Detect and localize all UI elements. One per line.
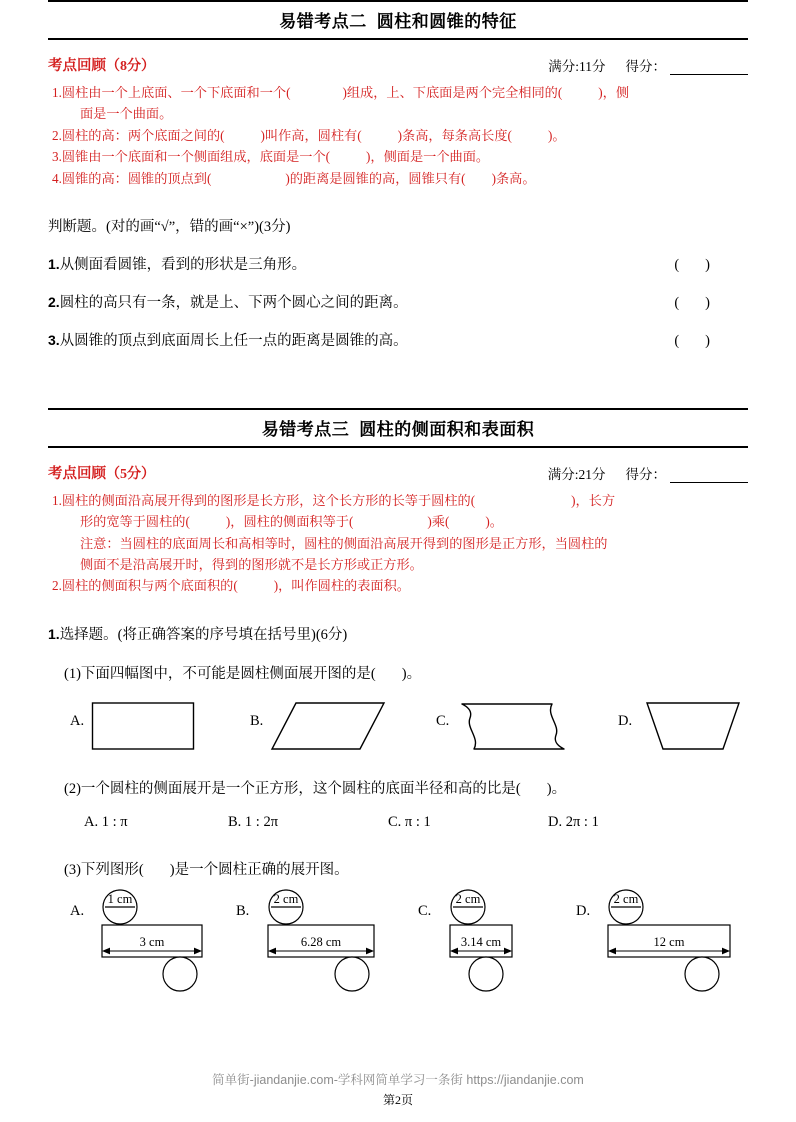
tf-text-3: 从圆锥的顶点到底面周长上任一点的距离是圆锥的高。 <box>59 332 408 349</box>
tf-num-3: 3. <box>48 331 60 348</box>
tf-answer-paren-2[interactable] <box>674 295 748 312</box>
review-bar-3 <box>48 462 748 483</box>
question-1-options <box>48 697 748 759</box>
question-2-option-b[interactable]: B. 1 : 2π <box>228 813 279 830</box>
recall-text-2-3b: )，侧面是一个曲面。 <box>366 149 490 165</box>
recall-text-3-1b: )，长方 <box>571 492 616 508</box>
paren-open: ( <box>674 294 680 311</box>
score-label-2: 得分： <box>625 59 666 74</box>
question-2-option-a[interactable]: A. 1 : π <box>84 813 128 830</box>
parallelogram-shape-icon <box>270 697 386 755</box>
recall-text-3-2b: )，圆柱的侧面积等于( <box>225 514 354 530</box>
section-title-2-main: 圆柱和圆锥的特征 <box>376 12 517 31</box>
question-1-option-c[interactable] <box>436 697 568 755</box>
section-header-2 <box>48 0 748 40</box>
cylinder-net-b-icon <box>258 889 418 993</box>
review-bar-2 <box>48 54 748 75</box>
recall-line-2-3 <box>48 146 748 167</box>
question-3-option-c[interactable] <box>418 889 570 993</box>
section-title-2 <box>279 12 517 31</box>
score-blank-2[interactable] <box>670 61 748 75</box>
recall-text-2-2a: 圆柱的高：两个底面之间的( <box>61 127 225 143</box>
score-blank-3[interactable] <box>670 469 748 483</box>
choice-head-num: 1. <box>48 625 60 642</box>
recall-line-2-1cont: 面是一个曲面。 <box>80 106 173 122</box>
recall-text-2-4a: 圆锥的高：圆锥的顶点到( <box>61 170 212 186</box>
recall-text-2-4b: )的距离是圆锥的高，圆锥只有( <box>285 170 466 186</box>
paren-close: ) <box>705 294 710 311</box>
full-score-2: 满分:11分 <box>548 59 606 74</box>
tf-answer-paren-3[interactable] <box>674 333 748 350</box>
full-score-3: 满分:21分 <box>547 466 606 482</box>
recall-num-2-4: 4. <box>52 170 62 186</box>
review-label-3 <box>48 462 155 483</box>
recall-text-2-1b: )组成，上、下底面是两个完全相同的( <box>342 85 563 100</box>
wavy-shape-icon <box>456 697 568 755</box>
section-title-3-main: 圆柱的侧面积和表面积 <box>359 419 535 439</box>
rectangle-shape-icon <box>91 697 197 755</box>
recall-text-2-4c: )条高。 <box>491 170 536 186</box>
recall-num-3-1: 1. <box>52 492 62 508</box>
recall-line-2-1 <box>48 82 748 103</box>
question-3-stem-pre: (3)下列图形( <box>64 861 144 878</box>
recall-num-2-1: 1. <box>52 85 62 100</box>
tf-num-1: 1. <box>48 255 60 272</box>
recall-block-2 <box>48 82 748 189</box>
recall-num-2-3: 3. <box>52 149 62 165</box>
question-3-option-d[interactable] <box>576 889 768 993</box>
question-2-option-c[interactable]: C. π : 1 <box>388 813 431 830</box>
recall-text-3-1a: 圆柱的侧面沿高展开得到的图形是长方形，这个长方形的长等于圆柱的( <box>61 492 476 508</box>
choice-head-text: 选择题。(将正确答案的序号填在括号里)(6分) <box>59 626 348 643</box>
recall-note-3-line2: 侧面不是沿高展开时，得到的图形就不是长方形或正方形。 <box>80 557 423 572</box>
score-label-3: 得分： <box>625 466 666 482</box>
tf-answer-paren-1[interactable] <box>674 257 748 274</box>
option-label-c: C. <box>436 712 450 729</box>
option-label-d: D. <box>576 902 591 919</box>
review-points-3: （5分） <box>106 466 155 482</box>
question-1-stem-post: )。 <box>401 665 422 682</box>
question-2-stem-pre: (2)一个圆柱的侧面展开是一个正方形，这个圆柱的底面半径和高的比是( <box>64 780 521 797</box>
question-1-option-d[interactable] <box>618 697 743 755</box>
question-2-options <box>48 814 748 840</box>
rect-dim-label-b: 6.28 cm <box>300 934 342 949</box>
tf-text-2: 圆柱的高只有一条，就是上、下两个圆心之间的距离。 <box>59 294 408 311</box>
option-label-b: B. <box>236 902 250 919</box>
question-1-stem <box>48 662 748 683</box>
trapezoid-shape-icon <box>639 697 743 755</box>
question-3-stem-post: )是一个圆柱正确的展开图。 <box>169 861 349 878</box>
recall-line-3-1cont <box>48 511 748 532</box>
choice-section-heading <box>48 623 748 644</box>
section-title-2-prefix: 易错考点二 <box>279 12 367 31</box>
recall-line-3-1 <box>48 490 748 511</box>
question-1-stem-pre: (1)下面四幅图中，不可能是圆柱侧面展开图的是( <box>64 665 376 682</box>
recall-num-3-2: 2. <box>52 578 62 594</box>
recall-text-2-1c: )，侧 <box>598 85 630 100</box>
recall-line-3-2 <box>48 575 748 596</box>
recall-text-2-2c: )条高，每条高长度( <box>397 127 512 143</box>
recall-text-3-2d: )。 <box>485 514 503 530</box>
recall-block-3 <box>48 490 748 597</box>
recall-num-2-2: 2. <box>52 127 62 143</box>
circle-dim-label-a: 1 cm <box>107 891 133 906</box>
rect-dim-label-d: 12 cm <box>653 934 685 949</box>
tf-item-3 <box>48 329 748 350</box>
recall-text-3-2a: 形的宽等于圆柱的( <box>80 514 190 530</box>
paren-close: ) <box>705 332 710 349</box>
cylinder-net-a-icon <box>92 889 242 993</box>
recall-line-2-4 <box>48 168 748 189</box>
question-1-option-a[interactable] <box>70 697 197 755</box>
recall-text-3-3b: )，叫作圆柱的表面积。 <box>273 578 410 594</box>
cylinder-net-d-icon <box>598 889 768 993</box>
tf-num-2: 2. <box>48 293 60 310</box>
section-title-3-prefix: 易错考点三 <box>261 419 350 439</box>
paren-open: ( <box>674 332 680 349</box>
rect-dim-label-a: 3 cm <box>139 934 165 949</box>
tf-intro: 判断题。(对的画“√”，错的画“×”)(3分) <box>48 218 291 235</box>
recall-text-3-3a: 圆柱的侧面积与两个底面积的( <box>61 578 238 594</box>
tf-text-1: 从侧面看圆锥，看到的形状是三角形。 <box>59 256 307 273</box>
rect-dim-label-c: 3.14 cm <box>460 934 502 949</box>
circle-dim-label-b: 2 cm <box>273 891 299 906</box>
option-label-a: A. <box>70 712 85 729</box>
recall-text-2-2b: )叫作高，圆柱有( <box>260 127 362 143</box>
paren-close: ) <box>705 256 710 273</box>
recall-text-3-2c: )乘( <box>427 514 450 530</box>
review-label-2-text: 考点回顾 <box>48 58 106 74</box>
circle-dim-label-c: 2 cm <box>455 891 481 906</box>
tf-item-1 <box>48 253 748 274</box>
question-2-stem <box>48 777 748 798</box>
score-row-2 <box>548 55 748 75</box>
review-label-3-text: 考点回顾 <box>48 465 106 482</box>
recall-line-2-2 <box>48 125 748 146</box>
tf-item-2 <box>48 291 748 312</box>
recall-note-3-line1: 注意：当圆柱的底面周长和高相等时，圆柱的侧面沿高展开得到的图形是正方形，当圆柱的 <box>80 535 608 551</box>
page-number: 第2页 <box>382 1093 413 1107</box>
section-title-3 <box>262 420 535 439</box>
score-row-3 <box>548 463 748 483</box>
recall-text-2-1a: 圆柱由一个上底面、一个下底面和一个( <box>61 85 291 100</box>
question-2-option-d[interactable]: D. 2π : 1 <box>548 813 599 830</box>
review-points-2: （8分） <box>106 59 155 74</box>
question-2-stem-post: )。 <box>546 780 567 797</box>
option-label-b: B. <box>250 712 264 729</box>
question-1-option-b[interactable] <box>250 697 386 755</box>
option-label-d: D. <box>618 712 633 729</box>
circle-dim-label-d: 2 cm <box>613 891 639 906</box>
paren-open: ( <box>674 256 680 273</box>
watermark-footer: 简单街-jiandanjie.com-学科网简单学习一条街 https://jiandanjie.com <box>212 1073 584 1087</box>
recall-text-2-3a: 圆锥由一个底面和一个侧面组成，底面是一个( <box>61 149 331 165</box>
option-label-a: A. <box>70 902 85 919</box>
question-3-option-b[interactable] <box>236 889 418 993</box>
review-label-2 <box>48 54 155 75</box>
recall-text-2-2d: )。 <box>547 127 566 143</box>
cylinder-net-c-icon <box>440 889 570 993</box>
question-3-option-a[interactable] <box>70 889 242 993</box>
question-3-stem <box>48 858 748 879</box>
option-label-c: C. <box>418 902 432 919</box>
section-header-3 <box>48 408 748 448</box>
question-3-options <box>48 889 748 995</box>
